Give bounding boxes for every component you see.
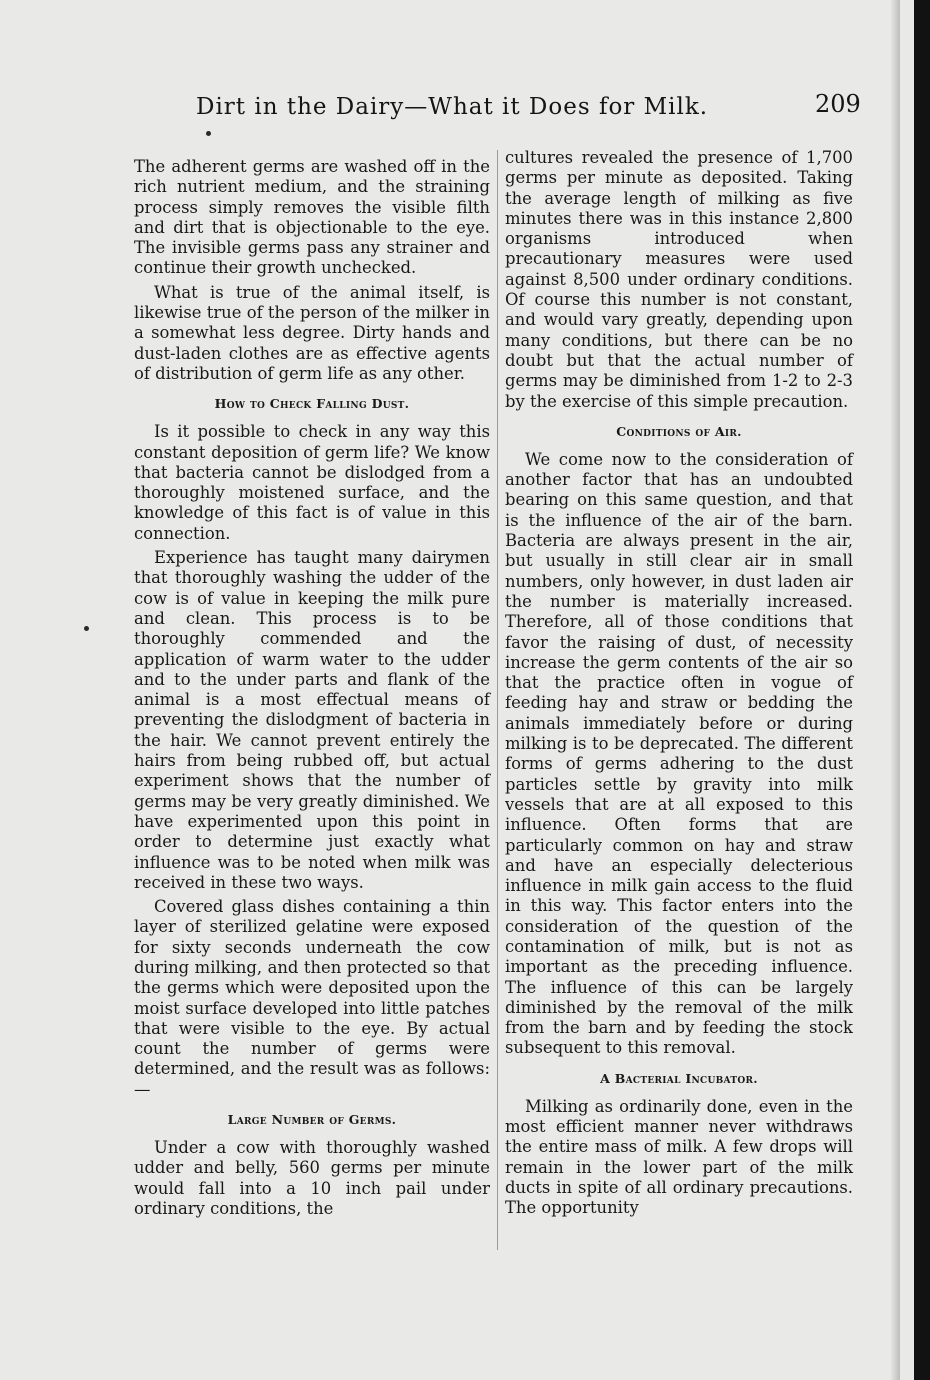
paragraph: Covered glass dishes containing a thin layer of sterilized gelatine were exposed for sixty seconds underneath the cow during milking, and then protected so that the germs which were deposited upon the moist surface developed into little patches that were visible to the eye. By actual count the number of germs were determined, and the result was as follows:— (134, 897, 490, 1099)
paragraph: What is true of the animal itself, is likewise true of the person of the milker in a somewhat less degree. Dirty hands and dust-laden clothes are as effective agents of distribution of germ life as any other. (134, 282, 490, 383)
right-column (505, 148, 853, 1219)
paragraph: Is it possible to check in any way this constant deposition of germ life? We know that bacteria cannot be dislodged from a thoroughly moistened surface, and the knowledge of this fact is of value in this connection. (134, 422, 490, 543)
running-head: Dirt in the Dairy—What it Does for Milk. (196, 94, 709, 120)
section-heading: A Bacterial Incubator. (600, 1070, 758, 1086)
paragraph: Milking as ordinarily done, even in the most efficient manner never withdraws the entire mass of milk. A few drops will remain in the lower part of the milk ducts in spite of all ordinary precautions. The opportunity (505, 1096, 853, 1218)
section-heading: Conditions of Air. (616, 423, 742, 439)
page-gutter-shadow (890, 0, 900, 1380)
ink-speck (84, 626, 89, 631)
paragraph: cultures revealed the presence of 1,700 germs per minute as deposited. Taking the average length of milking as five minutes there was in this instance 2,800 organisms introduced when precautionary measures were used against 8,500 under ordinary conditions. Of course this number is not constant, and would vary greatly, depending upon many conditions, but there can be no doubt but that the actual number of germs may be diminished from 1-2 to 2-3 by the exercise of this simple precaution. (505, 148, 853, 411)
left-column (134, 157, 490, 1219)
page-number: 209 (815, 90, 861, 118)
paragraph: The adherent germs are washed off in the rich nutrient medium, and the straining process simply removes the visible filth and dirt that is objectionable to the eye. The invisible germs pass any strainer and continue their growth unchecked. (134, 157, 490, 278)
column-divider (497, 150, 498, 1250)
section-heading: How to Check Falling Dust. (214, 396, 410, 412)
ink-speck (206, 131, 211, 136)
paragraph: Under a cow with thoroughly washed udder and belly, 560 germs per minute would fall into a 10 inch pail under ordinary conditions, the (134, 1138, 490, 1218)
paragraph: Experience has taught many dairymen that thoroughly washing the udder of the cow is of value in keeping the milk pure and clean. This process is to be thoroughly commended and the application of warm water to the udder and to the under parts and flank of the animal is a most effectual means of preventing the dislodgment of bacteria in the hair. We cannot prevent entirely the hairs from being rubbed off, but actual experiment shows that the number of germs may be very greatly diminished. We have experimented upon this point in order to determine just exactly what influence was to be noted when milk was received in these two ways. (134, 548, 490, 892)
section-heading: Large Number of Germs. (227, 1112, 397, 1128)
paragraph: We come now to the consideration of another factor that has an undoubted bearing on this same question, and that is the influence of the air of the barn. Bacteria are always present in the air, but usually in still clear air in small numbers, only however, in dust laden air the number is materially increased. Therefore, all of those conditions that favor the raising of dust, of necessity increase the germ contents of the air so that the practice often in vogue of feeding hay and straw or bedding the animals immediately before or during milking is to be deprecated. The different forms of germs adhering to the dust particles settle by gravity into milk vessels that are at all exposed to this influence. Often forms that are particularly common on hay and straw and have an especially delecterious influence in milk gain access to the fluid in this way. This factor enters into the consideration of the question of the contamination of milk, but is not as important as the preceding influence. The influence of this can be largely diminished by the removal of the milk from the barn and by feeding the stock subsequent to this removal. (505, 449, 853, 1058)
book-spine (914, 0, 930, 1380)
